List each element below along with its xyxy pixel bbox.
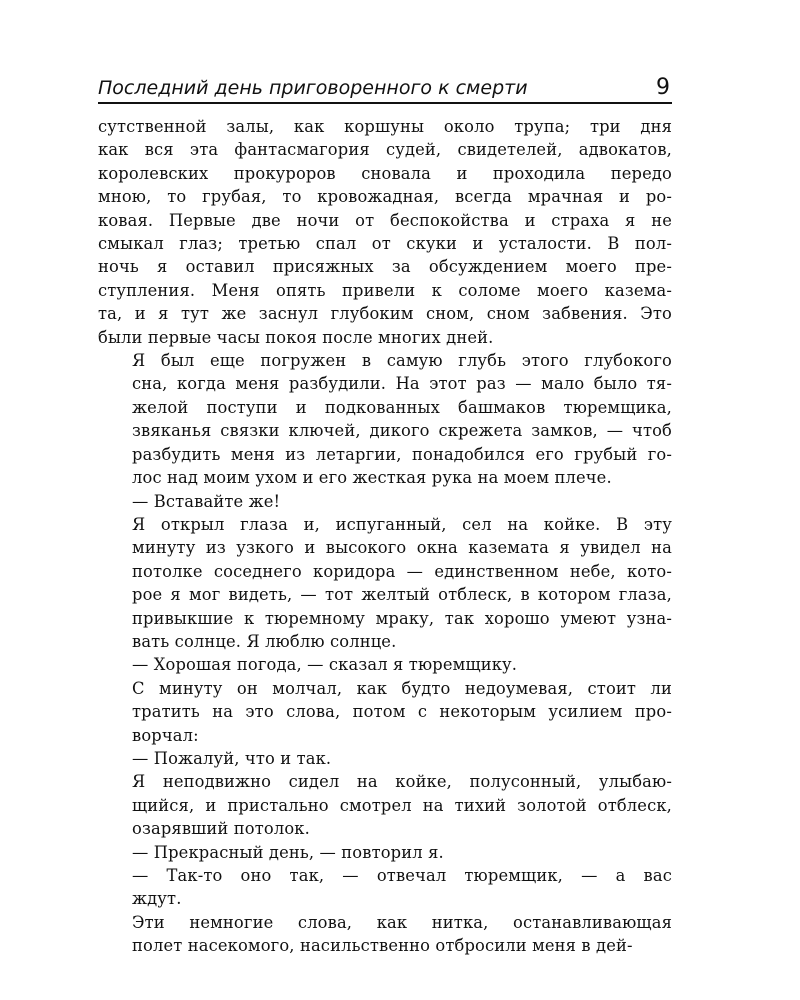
text-line: звяканья связки ключей, дикого скрежета замков, — чтоб [132,421,672,441]
text-line: ступления. Меня опять привели к соломе моего казема- [98,280,672,300]
running-header [98,74,672,104]
book-page [98,74,672,958]
paragraph [98,841,672,864]
text-line: ночь я оставил присяжных за обсуждением моего пре- [98,257,672,277]
text-line: смыкал глаз; третью спал от скуки и усталости. В пол- [98,234,672,254]
text-line: разбудить меня из летаргии, понадобился его грубый го- [132,444,672,464]
paragraph [98,747,672,770]
text-line: привыкшие к тюремному мраку, так хорошо умеют узна- [132,608,672,628]
text-line: желой поступи и подкованных башмаков тюремщика, [132,397,672,417]
text-line: тратить на это слова, потом с некоторым усилием про- [132,702,672,722]
text-line: С минуту он молчал, как будто недоумевая, стоит ли [132,678,672,698]
text-line: как вся эта фантасмагория судей, свидетелей, адвокатов, [98,140,672,160]
paragraph [98,513,672,653]
text-line: потолке соседнего коридора — единственном небе, кото- [132,561,672,581]
text-line: — Вставайте же! [132,491,281,511]
paragraph [98,677,672,747]
text-line: полет насекомого, насильственно отбросили меня в дей- [132,936,633,956]
text-line: та, и я тут же заснул глубоким сном, сном забвения. Это [98,304,672,324]
text-line: минуту из узкого и высокого окна каземата я увидел на [132,538,672,558]
text-line: щийся, и пристально смотрел на тихий золотой отблеск, [132,795,672,815]
text-line: сна, когда меня разбудили. На этот раз — мало было тя- [132,374,672,394]
text-line: — Хорошая погода, — сказал я тюремщику. [132,655,518,675]
text-line: сутственной залы, как коршуны около трупа; три дня [98,117,672,136]
text-line: — Прекрасный день, — повторил я. [132,842,444,862]
text-line: ковая. Первые две ночи от беспокойства и страха я не [98,210,672,230]
page-number: 9 [656,75,670,100]
text-line: вать солнце. Я люблю солнце. [132,631,397,651]
running-title: Последний день приговоренного к смерти [98,77,528,99]
text-line: королевских прокуроров сновала и проходила передо [98,163,672,183]
text-line: Эти немногие слова, как нитка, останавливающая [132,912,672,932]
text-line: ворчал: [132,725,199,745]
paragraph [98,349,672,489]
text-line: Я открыл глаза и, испуганный, сел на койке. В эту [132,514,672,534]
text-line: ждут. [132,889,182,909]
text-line: озарявший потолок. [132,819,310,839]
paragraph [98,490,672,513]
paragraph [98,115,672,349]
text-line: — Пожалуй, что и так. [132,748,332,768]
body-text [98,115,672,958]
paragraph [98,770,672,840]
text-line: лос над моим ухом и его жесткая рука на моем плече. [132,468,612,488]
text-line: Я был еще погружен в самую глубь этого глубокого [132,351,672,371]
text-line: Я неподвижно сидел на койке, полусонный, улыбаю- [132,772,672,792]
text-line: были первые часы покоя после многих дней. [98,327,494,347]
text-line: рое я мог видеть, — тот желтый отблеск, в котором глаза, [132,585,672,605]
paragraph [98,653,672,676]
paragraph [98,911,672,958]
paragraph [98,864,672,911]
text-line: — Так-то оно так, — отвечал тюремщик, — а вас [132,866,672,885]
text-line: мною, то грубая, то кровожадная, всегда мрачная и ро- [98,187,672,207]
